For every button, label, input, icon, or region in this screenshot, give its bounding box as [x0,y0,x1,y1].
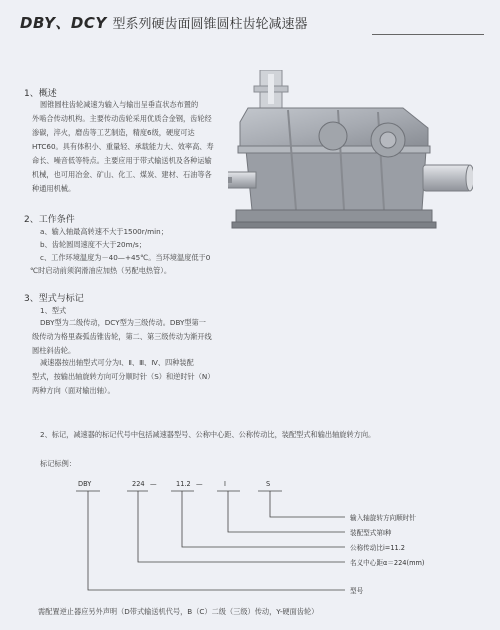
section-1-line: HTC60。具有体积小、重量轻、承载能力大、效率高、寿 [32,142,214,151]
para-line: DBY型为二级传动，DCY型为三级传动。DBY型第一 [40,318,206,327]
condition-item: a、输入轴最高转速不大于1500r/min； [40,227,168,236]
label-assembly-type: 装配型式第Ⅰ种 [350,529,392,537]
label-model: 型号 [350,587,364,595]
label-rotation-direction: 输入轴旋转方向顺时针 [350,514,416,522]
code-assembly: Ⅰ [224,480,226,488]
section-3-heading: 3、型式与标记 [24,294,84,304]
condition-item: ℃时启动前须润滑油应加热（另配电热管）。 [30,266,172,275]
condition-item: b、齿轮圆周速度不大于20m/s； [40,240,146,249]
subheading-type: 1、型式 [40,306,67,315]
section-1-line: 种通用机械。 [32,184,76,193]
title-description: 型系列硬齿面圆锥圆柱齿轮减速器 [112,17,308,32]
footer-note: 需配置逆止器应另外声明（D带式输送机代号，B（C）二级（三级）传动，Y-硬面齿轮） [38,607,319,616]
para-line: 型式，按输出轴旋转方向可分顺时针（S）和逆时针（N） [32,372,215,381]
label-center-distance: 名义中心距α＝224(mm) [350,559,425,567]
section-1-heading: 1、概述 [24,89,57,99]
marking-description: 2、标记，减速器的标记代号中包括减速器型号、公称中心距、公称传动比，装配型式和输出轴旋转方向。 [40,430,376,439]
section-1-line: 外啮合传动机构。主要传动齿轮采用优质合金钢，齿轮经 [32,114,212,123]
code-direction: S [266,480,271,488]
section-1-line: 渗碳，淬火，磨齿等工艺制造，精度6级，硬度可达 [32,128,195,137]
code-dash: — [196,480,203,488]
label-transmission-ratio: 公称传动比i=11.2 [350,544,406,552]
section-1-line: 机械，也可用冶金、矿山、化工、煤炭、建材、石油等各 [32,170,212,179]
code-center-distance: 224 [132,480,145,488]
para-line: 级传动为格里森弧齿锥齿轮，第二、第三级传动为渐开线 [32,332,212,341]
section-2-heading: 2、工作条件 [24,215,75,225]
example-heading: 标记标例： [40,459,76,468]
code-model: DBY [78,480,92,488]
para-line: 圆柱斜齿轮。 [32,346,76,355]
section-1-line: 命长、噪音低等特点。主要应用于带式输送机及各种运输 [32,156,212,165]
title-model-names: DBY、DCY [20,14,107,32]
para-line: 两种方向（面对输出轴）。 [32,386,115,395]
condition-item: c、工作环境温度为－40—+45℃。当环境温度低于0 [40,253,211,262]
code-ratio: 11.2 [176,480,191,488]
code-dash: — [150,480,157,488]
para-line: 减速器按出轴型式可分为Ⅰ、Ⅱ、Ⅲ、Ⅳ、四种装配 [40,358,194,367]
section-1-line: 圆锥圆柱齿轮减速为输入与输出呈垂直状态布置的 [40,100,199,109]
